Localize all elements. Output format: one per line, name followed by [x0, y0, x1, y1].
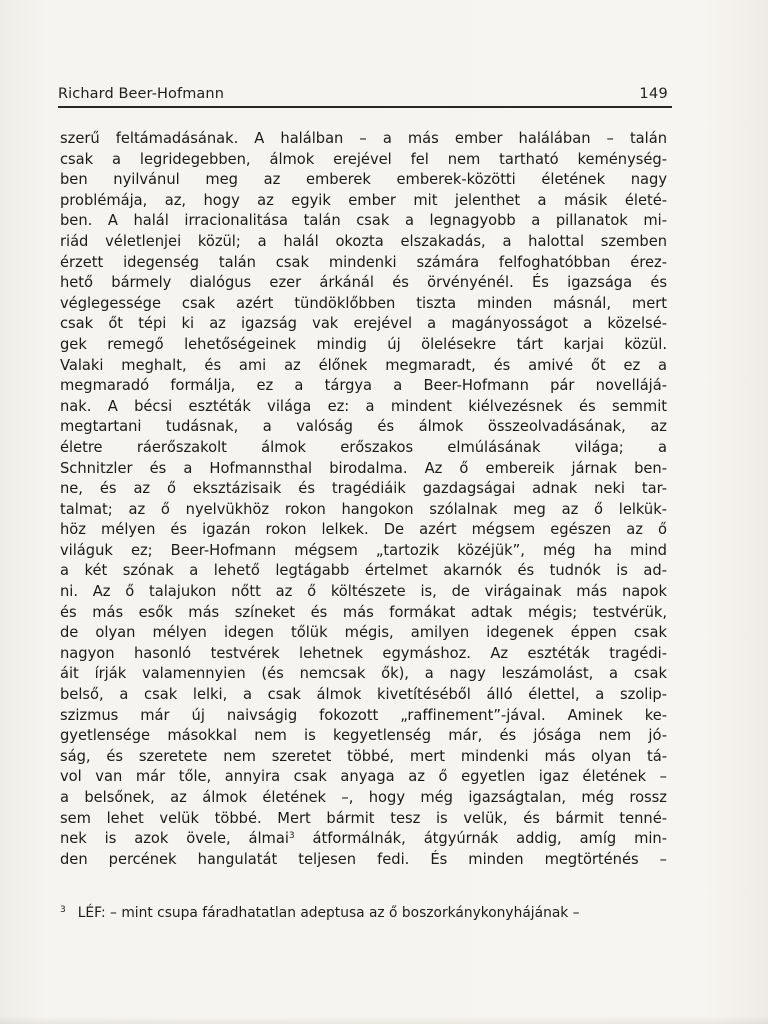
- body-line: de olyan mélyen idegen tőlük mégis, amilyen idegenek éppen csak: [60, 624, 667, 642]
- footnote-marker: 3: [60, 905, 66, 915]
- body-line: megmaradó formálja, ez a tárgya a Beer-Hofmann pár novellájá-: [60, 377, 667, 395]
- body-line: ni. Az ő talajukon nőtt az ő költészete is, de virágainak más napok: [60, 583, 667, 601]
- body-line: csak a legridegebben, álmok erejével fel nem tartható keménység-: [60, 150, 667, 168]
- body-line: érzett idegenség talán csak mindenki számára felfoghatóbban érez-: [60, 253, 667, 271]
- footnote-reference: 3: [288, 831, 295, 842]
- body-line: a két szónak a lehető legtágabb értelmet akarnók és tudnók is ad-: [60, 562, 667, 580]
- body-line-tail: átformálnák, átgyúrnák addig, amíg min-: [294, 830, 667, 848]
- body-line: gyetlensége másokkal nem is kegyetlenség már, és jósága nem jó-: [60, 727, 667, 745]
- body-line: ben nyilvánul meg az emberek emberek-közötti életének nagy: [60, 171, 667, 189]
- body-line: áit írják valamennyien (és nemcsak ők), a nagy leszámolást, a csak: [60, 665, 667, 683]
- body-line: belső, a csak lelki, a csak álmok kivetítéséből álló élettel, a szolip-: [60, 686, 667, 704]
- body-line: vol van már tőle, annyira csak anyaga az ő egyetlen igaz életének –: [60, 768, 667, 786]
- body-line: Schnitzler és a Hofmannsthal birodalma. Az ő embereik járnak ben-: [60, 459, 667, 477]
- body-line: höz mélyen és igazán rokon lelkek. De azért mégsem egészen az ő: [60, 521, 667, 539]
- body-line: nagyon hasonló testvérek lehetnek egymáshoz. Az esztéták tragédi-: [60, 644, 667, 662]
- body-line: szizmus már új naivságig fokozott „raffinement”-jával. Aminek ke-: [60, 706, 667, 724]
- body-text: [60, 129, 667, 870]
- body-line: ne, és az ő eksztázisaik és tragédiáik gazdagságai adnak neki tar-: [60, 480, 667, 498]
- body-line-head: nek is azok övele, álmai: [60, 830, 289, 848]
- footnote: [60, 903, 667, 925]
- body-line: csak őt tépi ki az igazság vak erejével a magányosságot a közelsé-: [60, 315, 667, 333]
- body-line: szerű feltámadásának. A halálban – a más ember halálában – talán: [60, 130, 667, 147]
- header-rule: [58, 106, 672, 108]
- running-head-author: Richard Beer-Hofmann: [58, 86, 224, 102]
- body-line: Valaki meghalt, és ami az élőnek megmaradt, és amivé őt ez a: [60, 356, 667, 374]
- body-line: és más esők más színeket és más formákat adtak mégis; testvérük,: [60, 603, 667, 621]
- body-line: hető bármely dialógus ezer árkánál és örvényénél. És igazsága és: [60, 274, 667, 292]
- body-line: ság, és szeretete nem szeretet többé, mert mindenki más olyan tá-: [60, 747, 667, 765]
- page-bottom-shadow: [0, 1016, 768, 1024]
- body-line: életre ráerőszakolt álmok erőszakos elmúlásának világa; a: [60, 438, 667, 456]
- body-line: nak. A bécsi esztéták világa ez: a mindent kiélvezésnek és semmit: [60, 397, 667, 415]
- body-line: a belsőnek, az álmok életének –, hogy még igazságtalan, még rossz: [60, 789, 667, 806]
- body-line: ben. A halál irracionalitása talán csak a legnagyobb a pillanatok mi-: [60, 212, 667, 230]
- body-line-with-footnote-ref: [60, 829, 667, 850]
- body-line: gek remegő lehetőségeinek mindig új ölelésekre tárt karjai közül.: [60, 335, 667, 353]
- body-line: riád véletlenjei közül; a halál okozta elszakadás, a halottal szemben: [60, 232, 667, 250]
- body-line: den percének hangulatát teljesen fedi. És minden megtörténés –: [60, 850, 667, 868]
- body-line: problémája, az, hogy az egyik ember mit jelenthet a másik életé-: [60, 191, 667, 209]
- body-line: világuk ez; Beer-Hofmann mégsem „tartozik közéjük”, még ha mind: [60, 541, 667, 559]
- body-line: sem lehet velük többé. Mert bármit tesz is velük, és bármit tenné-: [60, 809, 667, 827]
- running-head: [58, 82, 672, 106]
- footnote-text: LÉF: – mint csupa fáradhatatlan adeptusa az ő boszorkánykonyhájának –: [77, 905, 580, 921]
- body-line: talmat; az ő nyelvükhöz rokon hangokon szólalnak meg az ő lelkük-: [60, 500, 667, 518]
- body-line: megtartani tudásnak, a valóság és álmok összeolvadásának, az: [60, 418, 667, 436]
- body-line: véglegessége csak azért tündöklőbben tiszta minden másnál, mert: [60, 294, 667, 312]
- page-number: 149: [639, 86, 668, 102]
